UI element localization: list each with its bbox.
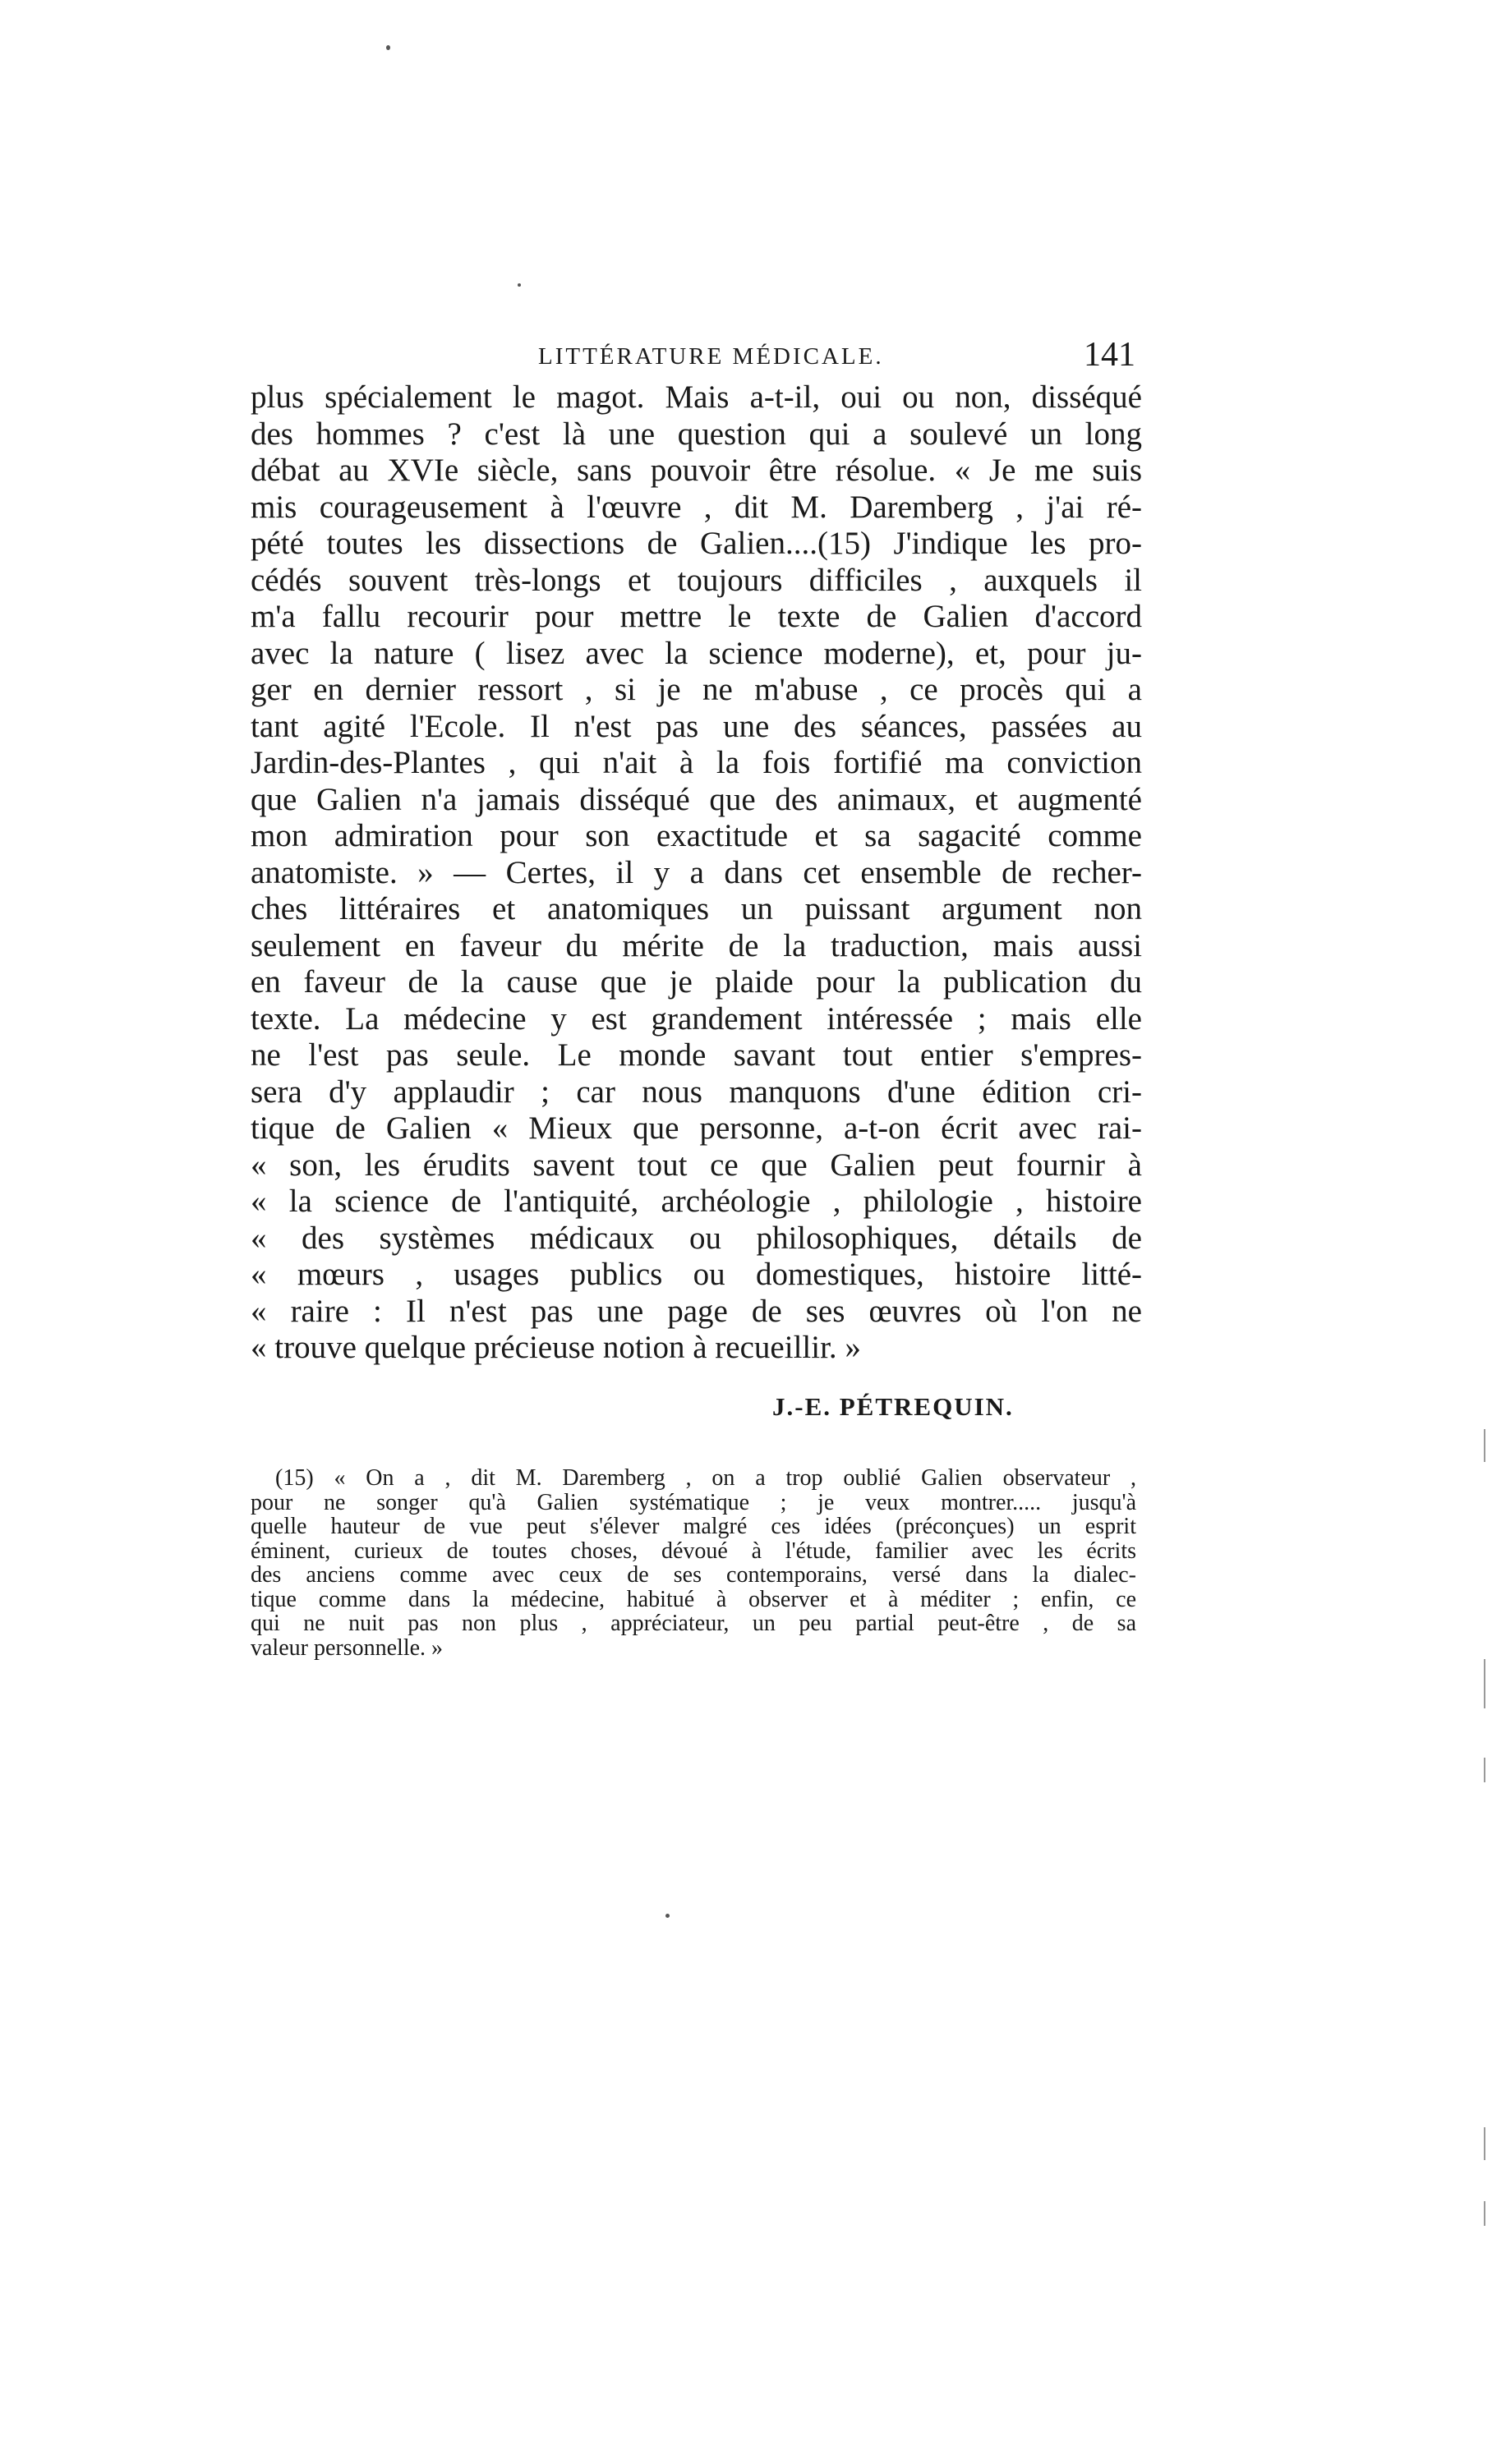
scan-edge-mark <box>1484 1659 1485 1708</box>
text-line: texte. La médecine y est grandement intéressée ; mais elle <box>251 1000 1142 1037</box>
scan-speck <box>386 45 390 50</box>
scan-edge-mark <box>1484 2127 1485 2160</box>
footnote-line: valeur personnelle. » <box>251 1635 444 1660</box>
text-line: « son, les érudits savent tout ce que Galien peut fournir à <box>251 1147 1142 1183</box>
text-line: plus spécialement le magot. Mais a-t-il, oui ou non, disséqué <box>251 379 1142 415</box>
scan-edge-mark <box>1484 2201 1485 2226</box>
footnote-line: éminent, curieux de toutes choses, dévoué à l'étude, familier avec les écrits <box>251 1538 1136 1563</box>
footnote-line: (15) « On a , dit M. Daremberg , on a trop oublié Galien observateur , <box>275 1466 1136 1491</box>
text-line: que Galien n'a jamais disséqué que des animaux, et augmenté <box>251 781 1142 817</box>
text-line: « raire : Il n'est pas une page de ses œuvres où l'on ne <box>251 1293 1142 1329</box>
footnote <box>251 1466 1136 1660</box>
scan-edge-mark <box>1484 1429 1485 1462</box>
text-line: des hommes ? c'est là une question qui a soulevé un long <box>251 416 1142 452</box>
scan-edge-mark <box>1484 1758 1485 1782</box>
scan-speck <box>518 283 521 287</box>
text-line: sera d'y applaudir ; car nous manquons d'une édition cri- <box>251 1073 1142 1110</box>
text-line: m'a fallu recourir pour mettre le texte de Galien d'accord <box>251 599 1142 634</box>
text-line: cédés souvent très-longs et toujours difficiles , auxquels il <box>251 562 1142 598</box>
text-line: mis courageusement à l'œuvre , dit M. Daremberg , j'ai ré- <box>251 489 1142 525</box>
footnote-line: quelle hauteur de vue peut s'élever malgré ces idées (préconçues) un esprit <box>251 1515 1136 1539</box>
footnote-line: pour ne songer qu'à Galien systématique ; je veux montrer..... jusqu'à <box>251 1490 1136 1515</box>
author-signature: J.-E. PÉTREQUIN. <box>772 1392 1014 1421</box>
text-line: mon admiration pour son exactitude et sa sagacité comme <box>251 818 1142 853</box>
text-line: ches littéraires et anatomiques un puissant argument non <box>251 891 1142 926</box>
footnote-line: des anciens comme avec ceux de ses contemporains, versé dans la dialec- <box>251 1563 1136 1588</box>
text-line: avec la nature ( lisez avec la science moderne), et, pour ju- <box>251 635 1142 671</box>
text-line: en faveur de la cause que je plaide pour la publication du <box>251 964 1142 1000</box>
text-line: tique de Galien « Mieux que personne, a-t-on écrit avec rai- <box>251 1110 1142 1146</box>
text-line: débat au XVIe siècle, sans pouvoir être résolue. « Je me suis <box>251 453 1142 488</box>
text-line: « la science de l'antiquité, archéologie , philologie , histoire <box>251 1184 1142 1219</box>
text-line: « mœurs , usages publics ou domestiques, histoire litté- <box>251 1257 1142 1292</box>
text-line: anatomiste. » — Certes, il y a dans cet ensemble de recher- <box>251 854 1142 890</box>
text-line: « des systèmes médicaux ou philosophiques, détails de <box>251 1220 1142 1256</box>
text-line: Jardin-des-Plantes , qui n'ait à la fois fortifié ma conviction <box>251 745 1142 780</box>
footnote-line: tique comme dans la médecine, habitué à observer et à méditer ; enfin, ce <box>251 1587 1136 1611</box>
scan-speck <box>665 1914 670 1918</box>
text-line: ne l'est pas seule. Le monde savant tout entier s'empres- <box>251 1037 1142 1073</box>
text-line: tant agité l'Ecole. Il n'est pas une des séances, passées au <box>251 708 1142 744</box>
text-line: seulement en faveur du mérite de la traduction, mais aussi <box>251 927 1142 963</box>
text-line: pété toutes les dissections de Galien....(15) J'indique les pro- <box>251 526 1142 561</box>
page-number: 141 <box>1084 336 1135 374</box>
text-line: ger en dernier ressort , si je ne m'abuse , ce procès qui a <box>251 672 1142 707</box>
text-line: « trouve quelque précieuse notion à recueillir. » <box>251 1330 861 1365</box>
body-text <box>251 379 1142 1367</box>
running-head <box>251 335 1142 376</box>
running-title: LITTÉRATURE MÉDICALE. <box>538 343 884 370</box>
footnote-line: qui ne nuit pas non plus , appréciateur, un peu partial peut-être , de sa <box>251 1611 1136 1636</box>
